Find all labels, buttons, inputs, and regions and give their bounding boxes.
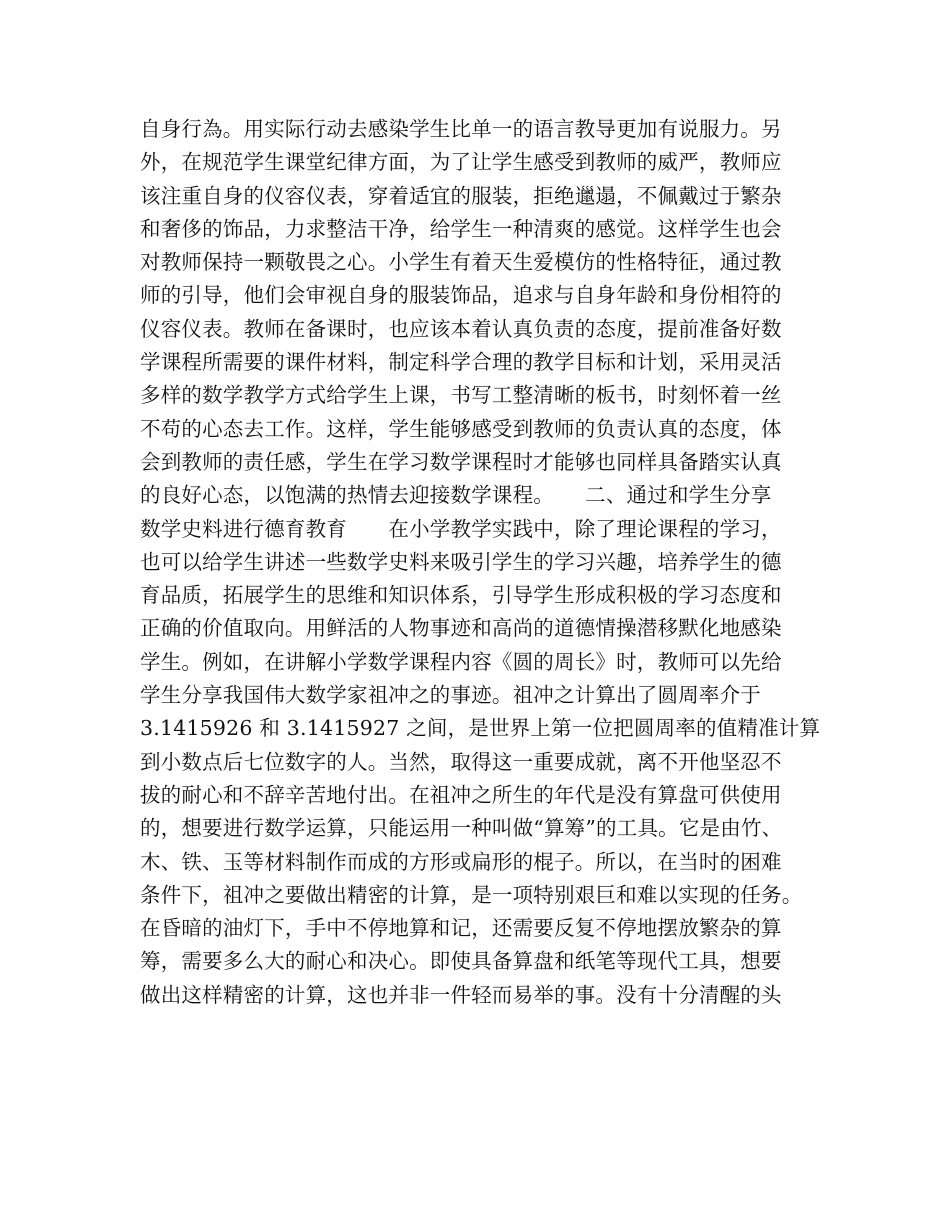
text-line: 的，想要进行数学运算，只能运用一种叫做“算筹”的工具。它是由竹、 — [140, 816, 783, 841]
text-line: 多样的数学教学方式给学生上课，书写工整清晰的板书，时刻怀着一丝 — [140, 383, 782, 408]
text-line: 和奢侈的饰品，力求整洁干净，给学生一种清爽的感觉。这样学生也会 — [140, 216, 782, 241]
text-line: 不苟的心态去工作。这样，学生能够感受到教师的负责认真的态度，体 — [140, 416, 782, 441]
text-line: 也可以给学生讲述一些数学史料来吸引学生的学习兴趣，培养学生的德 — [140, 549, 782, 574]
text-line: 条件下，祖冲之要做出精密的计算，是一项特别艰巨和难以实现的任务。 — [140, 882, 803, 907]
text-line: 做出这样精密的计算，这也并非一件轻而易举的事。没有十分清醒的头 — [140, 982, 782, 1007]
text-line: 会到教师的责任感，学生在学习数学课程时才能够也同样具备踏实认真 — [140, 449, 782, 474]
text-line: 数学史料进行德育教育 在小学教学实践中，除了理论课程的学习， — [140, 516, 782, 541]
text-line: 该注重自身的仪容仪表，穿着适宜的服装，拒绝邋遢，不佩戴过于繁杂 — [140, 183, 782, 208]
text-line: 正确的价值取向。用鲜活的人物事迹和高尚的道德情操潜移默化地感染 — [140, 616, 782, 641]
text-line: 师的引导，他们会审视自身的服装饰品，追求与自身年龄和身份相符的 — [140, 283, 782, 308]
text-line: 仪容仪表。教师在备课时，也应该本着认真负责的态度，提前准备好数 — [140, 316, 782, 341]
text-line: 对教师保持一颗敬畏之心。小学生有着天生爱模仿的性格特征，通过教 — [140, 250, 782, 275]
text-line: 的良好心态，以饱满的热情去迎接数学课程。 二、通过和学生分享 — [140, 483, 772, 508]
body-text — [140, 113, 840, 1012]
text-line: 木、铁、玉等材料制作而成的方形或扁形的棍子。所以，在当时的困难 — [140, 849, 782, 874]
text-line: 学课程所需要的课件材料，制定科学合理的教学目标和计划，采用灵活 — [140, 350, 782, 375]
text-line: 拔的耐心和不辞辛苦地付出。在祖冲之所生的年代是没有算盘可供使用 — [140, 782, 782, 807]
text-line: 育品质，拓展学生的思维和知识体系，引导学生形成积极的学习态度和 — [140, 583, 782, 608]
text-line: 到小数点后七位数字的人。当然，取得这一重要成就，离不开他坚忍不 — [140, 749, 782, 774]
text-line: 自身行為。用实际行动去感染学生比单一的语言教导更加有说服力。另 — [140, 117, 782, 141]
text-line: 筹，需要多么大的耐心和决心。即使具备算盘和纸笔等现代工具，想要 — [140, 949, 782, 974]
text-line: 外，在规范学生课堂纪律方面，为了让学生感受到教师的威严，教师应 — [140, 150, 782, 175]
text-line: 3.1415926 和 3.1415927 之间，是世界上第一位把圆周率的值精准计算 — [140, 716, 821, 741]
text-line: 学生。例如，在讲解小学数学课程内容《圆的周长》时，教师可以先给 — [140, 649, 782, 674]
text-line: 在昏暗的油灯下，手中不停地算和记，还需要反复不停地摆放繁杂的算 — [140, 916, 782, 941]
text-line: 学生分享我国伟大数学家祖冲之的事迹。祖冲之计算出了圆周率介于 — [140, 683, 761, 708]
